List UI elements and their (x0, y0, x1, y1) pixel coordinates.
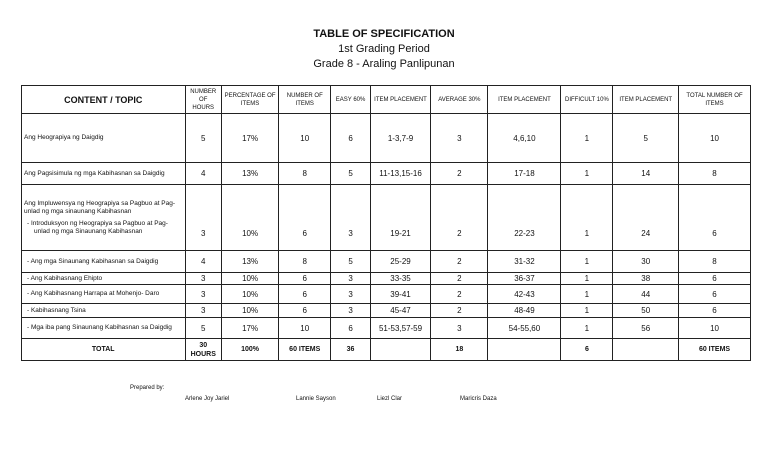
total-cell: 10 (679, 114, 751, 163)
diff-place-cell: 38 (613, 273, 679, 285)
diff-place-cell: 50 (613, 304, 679, 318)
topic-cell (22, 318, 186, 339)
avg-place-cell: 4,6,10 (488, 114, 561, 163)
total-average: 18 (431, 339, 488, 361)
topic-label: - Mga iba pang Sinaunang Kabihasnan sa Daigdig (27, 324, 172, 331)
easy-cell: 3 (331, 273, 371, 285)
hours-cell: 3 (185, 304, 221, 318)
topic-label: - Kabihasnang Tsina (27, 306, 86, 314)
table-row (22, 318, 751, 339)
hours-cell: 3 (185, 285, 221, 304)
percent-cell: 17% (221, 318, 278, 339)
diff-cell: 1 (561, 318, 613, 339)
avg-cell: 2 (431, 163, 488, 185)
topic-cell (22, 285, 186, 304)
column-header: DIFFICULT 10% (561, 86, 613, 114)
total-cell: 10 (679, 318, 751, 339)
hours-cell: 3 (185, 185, 221, 251)
hours-cell: 4 (185, 163, 221, 185)
hours-cell: 3 (185, 273, 221, 285)
total-difficult: 6 (561, 339, 613, 361)
diff-place-cell: 5 (613, 114, 679, 163)
easy-place-cell: 11-13,15-16 (370, 163, 430, 185)
easy-cell: 3 (331, 285, 371, 304)
table-row (22, 185, 751, 251)
avg-place-cell: 54-55,60 (488, 318, 561, 339)
total-cell: 6 (679, 304, 751, 318)
items-cell: 6 (279, 285, 331, 304)
preparer-name: Lannie Sayson (296, 396, 336, 402)
total-cell: 8 (679, 251, 751, 273)
table-row (22, 114, 751, 163)
column-header: ITEM PLACEMENT (613, 86, 679, 114)
easy-cell: 5 (331, 251, 371, 273)
items-cell: 10 (279, 318, 331, 339)
column-header: EASY 60% (331, 86, 371, 114)
items-cell: 10 (279, 114, 331, 163)
total-easy: 36 (331, 339, 371, 361)
table-row (22, 251, 751, 273)
diff-place-cell: 56 (613, 318, 679, 339)
empty-cell (488, 339, 561, 361)
diff-place-cell: 14 (613, 163, 679, 185)
grand-total: 60 ITEMS (679, 339, 751, 361)
avg-cell: 2 (431, 285, 488, 304)
table-row (22, 304, 751, 318)
items-cell: 6 (279, 273, 331, 285)
avg-place-cell: 31-32 (488, 251, 561, 273)
total-hours: 30 HOURS (185, 339, 221, 361)
total-cell: 6 (679, 273, 751, 285)
percent-cell: 10% (221, 285, 278, 304)
avg-cell: 2 (431, 273, 488, 285)
diff-cell: 1 (561, 285, 613, 304)
column-header: PERCENTAGE OF ITEMS (221, 86, 278, 114)
total-items: 60 ITEMS (279, 339, 331, 361)
grading-period: 1st Grading Period (338, 43, 430, 55)
preparer-name: Maricris Daza (460, 396, 497, 402)
diff-cell: 1 (561, 251, 613, 273)
table-row (22, 285, 751, 304)
diff-cell: 1 (561, 185, 613, 251)
percent-cell: 13% (221, 251, 278, 273)
topic-label: Ang Pagsisimula ng mga Kabihasnan sa Daigdig (24, 169, 165, 177)
topic-cell (22, 251, 186, 273)
easy-place-cell: 45-47 (370, 304, 430, 318)
preparer-name: Liezl Clar (377, 396, 403, 402)
hours-cell: 5 (185, 114, 221, 163)
easy-cell: 6 (331, 318, 371, 339)
diff-cell: 1 (561, 304, 613, 318)
easy-place-cell: 39-41 (370, 285, 430, 304)
avg-cell: 2 (431, 185, 488, 251)
column-header: NUMBER OF HOURS (185, 86, 221, 114)
easy-cell: 5 (331, 163, 371, 185)
total-label: TOTAL (22, 339, 186, 361)
total-cell: 6 (679, 285, 751, 304)
avg-cell: 3 (431, 114, 488, 163)
total-row (22, 339, 751, 361)
percent-cell: 10% (221, 304, 278, 318)
easy-place-cell: 33-35 (370, 273, 430, 285)
avg-cell: 2 (431, 304, 488, 318)
topic-cell (22, 304, 186, 318)
column-header: ITEM PLACEMENT (488, 86, 561, 114)
prepared-by-label: Prepared by: (130, 385, 165, 391)
avg-cell: 3 (431, 318, 488, 339)
topic-cell (22, 114, 186, 163)
table-header-row (22, 86, 751, 114)
avg-place-cell: 36-37 (488, 273, 561, 285)
topic-cell (22, 185, 186, 251)
column-header: AVERAGE 30% (431, 86, 488, 114)
diff-place-cell: 24 (613, 185, 679, 251)
diff-place-cell: 30 (613, 251, 679, 273)
avg-place-cell: 48-49 (488, 304, 561, 318)
topic-label: - Ang Kabihasnang Harrapa at Mohenjo- Daro (27, 290, 160, 297)
total-cell: 6 (679, 185, 751, 251)
diff-place-cell: 44 (613, 285, 679, 304)
subtopic-label: - Introduksyon ng Heograpiya sa Pagbuo at Pag-unlad ng mga Sinaunang Kabihasnan (27, 219, 168, 235)
percent-cell: 10% (221, 185, 278, 251)
avg-place-cell: 42-43 (488, 285, 561, 304)
document-header (0, 26, 768, 72)
grade-subject: Grade 8 - Araling Panlipunan (313, 58, 455, 70)
percent-cell: 13% (221, 163, 278, 185)
easy-place-cell: 25-29 (370, 251, 430, 273)
items-cell: 6 (279, 304, 331, 318)
avg-cell: 2 (431, 251, 488, 273)
topic-label: - Ang Kabihasnang Ehipto (27, 274, 103, 282)
empty-cell (613, 339, 679, 361)
topic-cell (22, 273, 186, 285)
preparer-name: Arlene Joy Jariel (185, 396, 230, 402)
diff-cell: 1 (561, 163, 613, 185)
specification-table (21, 85, 751, 361)
table-row (22, 163, 751, 185)
column-header: TOTAL NUMBER OF ITEMS (679, 86, 751, 114)
items-cell: 8 (279, 251, 331, 273)
table-row (22, 273, 751, 285)
easy-place-cell: 19-21 (370, 185, 430, 251)
diff-cell: 1 (561, 114, 613, 163)
percent-cell: 17% (221, 114, 278, 163)
percent-cell: 10% (221, 273, 278, 285)
topic-label: Ang Impluwensya ng Heograpiya sa Pagbuo at Pag-unlad ng mga sinaunang Kabihasnan (24, 199, 176, 215)
items-cell: 6 (279, 185, 331, 251)
column-header: NUMBER OF ITEMS (279, 86, 331, 114)
easy-cell: 6 (331, 114, 371, 163)
easy-cell: 3 (331, 304, 371, 318)
items-cell: 8 (279, 163, 331, 185)
avg-place-cell: 22-23 (488, 185, 561, 251)
easy-cell: 3 (331, 185, 371, 251)
easy-place-cell: 1-3,7-9 (370, 114, 430, 163)
column-header: CONTENT / TOPIC (22, 86, 186, 114)
column-header: ITEM PLACEMENT (370, 86, 430, 114)
total-cell: 8 (679, 163, 751, 185)
total-percent: 100% (221, 339, 278, 361)
topic-label: - Ang mga Sinaunang Kabihasnan sa Daigdig (27, 257, 159, 265)
topic-label: Ang Heograpiya ng Daigdig (24, 134, 104, 141)
avg-place-cell: 17-18 (488, 163, 561, 185)
hours-cell: 4 (185, 251, 221, 273)
hours-cell: 5 (185, 318, 221, 339)
diff-cell: 1 (561, 273, 613, 285)
topic-cell (22, 163, 186, 185)
document-title: TABLE OF SPECIFICATION (313, 28, 455, 40)
easy-place-cell: 51-53,57-59 (370, 318, 430, 339)
empty-cell (370, 339, 430, 361)
